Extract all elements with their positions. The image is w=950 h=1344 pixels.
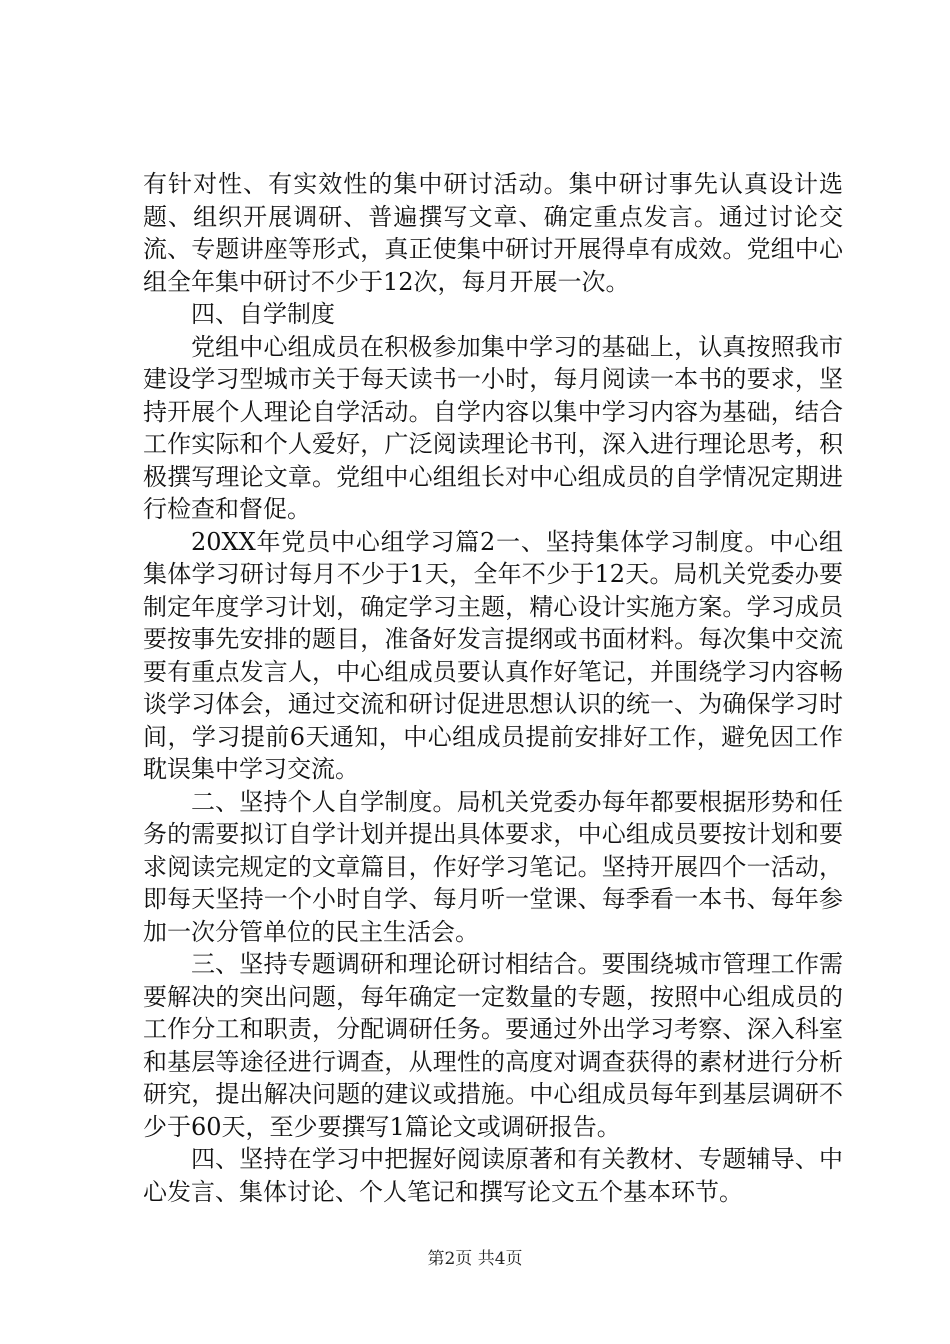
paragraph-3: 党组中心组成员在积极参加集中学习的基础上，认真按照我市建设学习型城市关于每天读书一小时，每月阅读一本书的要求，坚持开展个人理论自学活动。自学内容以集中学习内容为基础，结合工作实际和个人爱好，广泛阅读理论书刊，深入进行理论思考，积极撰写理论文章。党组中心组组长对中心组成员的自学情况定期进行检查和督促。 bbox=[143, 332, 843, 523]
section-heading-self-study: 四、自学制度 bbox=[191, 300, 335, 328]
paragraph-1: 有针对性、有实效性的集中研讨活动。集中研讨事先认真设计选题、组织开展调研、普遍撰写文章、确定重点发言。通过讨论交流、专题讲座等形式，真正使集中研讨开展得卓有成效。党组中心组全年集中研讨不少于12次，每月开展一次。 bbox=[143, 170, 843, 296]
paragraph-4: 20XX年党员中心组学习篇2一、坚持集体学习制度。中心组集体学习研讨每月不少于1天，全年不少于12天。局机关党委办要制定年度学习计划，确定学习主题，精心设计实施方案。学习成员要按事先安排的题目，准备好发言提纲或书面材料。每次集中交流要有重点发言人，中心组成员要认真作好笔记，并围绕学习内容畅谈学习体会，通过交流和研讨促进思想认识的统一、为确保学习时间，学习提前6天通知，中心组成员提前安排好工作，避免因工作耽误集中学习交流。 bbox=[143, 527, 843, 783]
paragraph-6: 三、坚持专题调研和理论研讨相结合。要围绕城市管理工作需要解决的突出问题，每年确定一定数量的专题，按照中心组成员的工作分工和职责，分配调研任务。要通过外出学习考察、深入科室和基层等途径进行调查，从理性的高度对调查获得的素材进行分析研究，提出解决问题的建议或措施。中心组成员每年到基层调研不少于60天，至少要撰写1篇论文或调研报告。 bbox=[143, 950, 843, 1141]
document-body bbox=[143, 168, 843, 1208]
paragraph-7: 四、坚持在学习中把握好阅读原著和有关教材、专题辅导、中心发言、集体讨论、个人笔记和撰写论文五个基本环节。 bbox=[143, 1145, 843, 1206]
paragraph-5: 二、坚持个人自学制度。局机关党委办每年都要根据形势和任务的需要拟订自学计划并提出具体要求，中心组成员要按计划和要求阅读完规定的文章篇目，作好学习笔记。坚持开展四个一活动，即每天坚持一个小时自学、每月听一堂课、每季看一本书、每年参加一次分管单位的民主生活会。 bbox=[143, 787, 843, 946]
page-number-footer: 第2页 共4页 bbox=[427, 1249, 523, 1269]
